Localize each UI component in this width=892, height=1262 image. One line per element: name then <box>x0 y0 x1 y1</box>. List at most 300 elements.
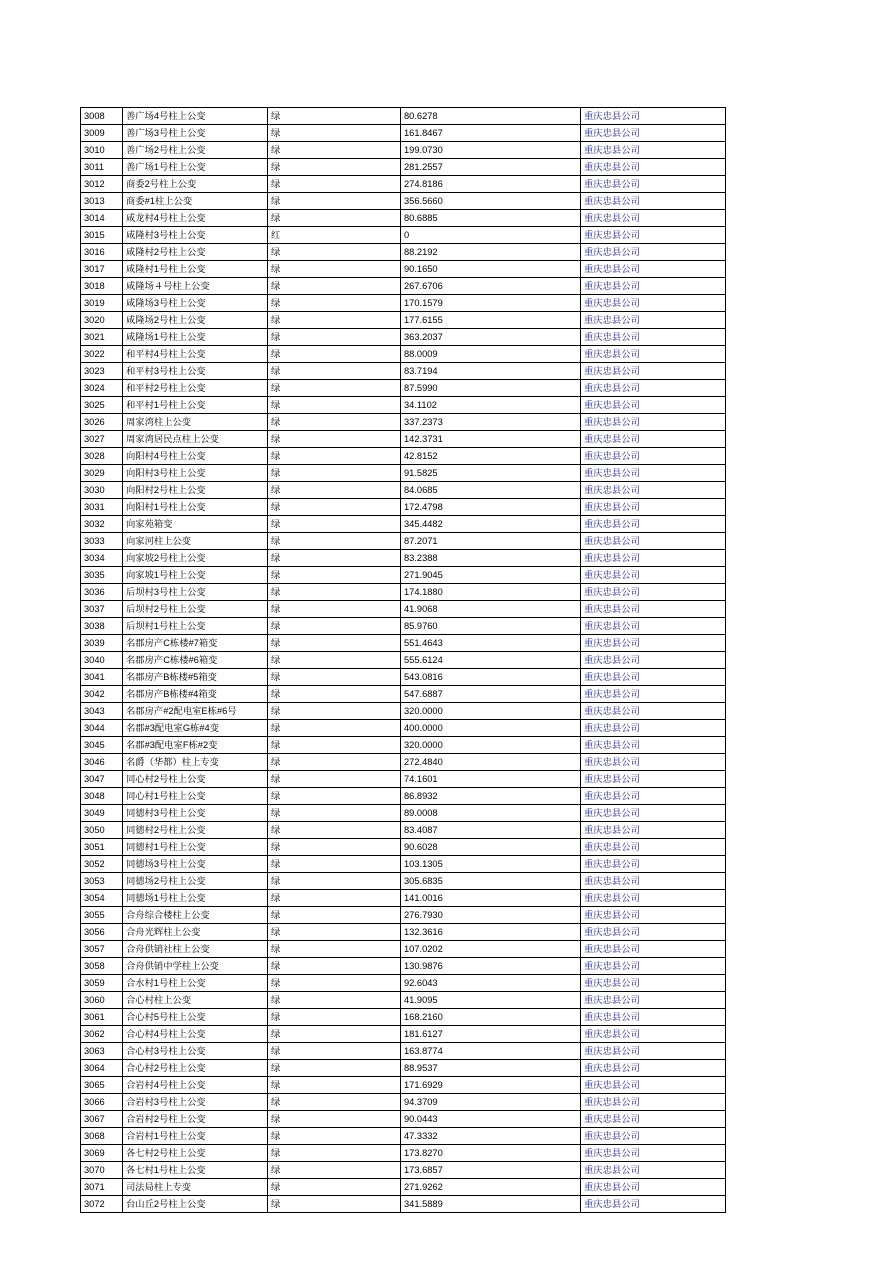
cell-value: 363.2037 <box>401 329 581 346</box>
cell-organization: 重庆忠县公司 <box>581 1009 726 1026</box>
cell-status: 绿 <box>268 856 401 873</box>
cell-organization: 重庆忠县公司 <box>581 1077 726 1094</box>
cell-status: 绿 <box>268 499 401 516</box>
cell-device-name: 名郡房产B栋楼#4箱变 <box>123 686 268 703</box>
cell-value: 90.6028 <box>401 839 581 856</box>
table-row <box>81 176 726 193</box>
cell-organization: 重庆忠县公司 <box>581 448 726 465</box>
cell-device-name: 名郡房产C栋楼#6箱变 <box>123 652 268 669</box>
cell-status: 绿 <box>268 737 401 754</box>
cell-value: 174.1880 <box>401 584 581 601</box>
cell-id: 3020 <box>81 312 123 329</box>
cell-id: 3024 <box>81 380 123 397</box>
cell-device-name: 同心村1号柱上公变 <box>123 788 268 805</box>
cell-status: 绿 <box>268 533 401 550</box>
cell-status: 绿 <box>268 873 401 890</box>
cell-status: 绿 <box>268 1043 401 1060</box>
cell-id: 3009 <box>81 125 123 142</box>
cell-status: 绿 <box>268 1026 401 1043</box>
cell-id: 3055 <box>81 907 123 924</box>
cell-status: 绿 <box>268 941 401 958</box>
table-row <box>81 992 726 1009</box>
cell-organization: 重庆忠县公司 <box>581 1043 726 1060</box>
cell-status: 绿 <box>268 244 401 261</box>
table-row <box>81 550 726 567</box>
table-row <box>81 516 726 533</box>
cell-id: 3069 <box>81 1145 123 1162</box>
cell-organization: 重庆忠县公司 <box>581 516 726 533</box>
cell-device-name: 合心村5号柱上公变 <box>123 1009 268 1026</box>
cell-status: 绿 <box>268 397 401 414</box>
cell-id: 3051 <box>81 839 123 856</box>
table-row <box>81 465 726 482</box>
cell-id: 3034 <box>81 550 123 567</box>
cell-value: 173.6857 <box>401 1162 581 1179</box>
table-row <box>81 941 726 958</box>
cell-id: 3038 <box>81 618 123 635</box>
cell-status: 绿 <box>268 108 401 125</box>
cell-device-name: 周家湾柱上公变 <box>123 414 268 431</box>
cell-status: 绿 <box>268 448 401 465</box>
cell-status: 绿 <box>268 975 401 992</box>
table-row <box>81 108 726 125</box>
cell-device-name: 向家坡1号柱上公变 <box>123 567 268 584</box>
cell-organization: 重庆忠县公司 <box>581 550 726 567</box>
cell-device-name: 和平村3号柱上公变 <box>123 363 268 380</box>
cell-status: 绿 <box>268 669 401 686</box>
cell-status: 红 <box>268 227 401 244</box>
cell-organization: 重庆忠县公司 <box>581 1094 726 1111</box>
cell-status: 绿 <box>268 1111 401 1128</box>
cell-status: 绿 <box>268 482 401 499</box>
cell-status: 绿 <box>268 1077 401 1094</box>
cell-id: 3047 <box>81 771 123 788</box>
cell-organization: 重庆忠县公司 <box>581 312 726 329</box>
cell-id: 3046 <box>81 754 123 771</box>
cell-value: 170.1579 <box>401 295 581 312</box>
cell-value: 320.0000 <box>401 703 581 720</box>
table-row <box>81 1094 726 1111</box>
cell-value: 543.0816 <box>401 669 581 686</box>
cell-device-name: 后坝村3号柱上公变 <box>123 584 268 601</box>
cell-value: 107.0202 <box>401 941 581 958</box>
cell-value: 181.6127 <box>401 1026 581 1043</box>
cell-device-name: 咸隆村1号柱上公变 <box>123 261 268 278</box>
cell-organization: 重庆忠县公司 <box>581 1179 726 1196</box>
cell-id: 3065 <box>81 1077 123 1094</box>
cell-id: 3028 <box>81 448 123 465</box>
cell-device-name: 向家坡2号柱上公变 <box>123 550 268 567</box>
cell-id: 3066 <box>81 1094 123 1111</box>
cell-organization: 重庆忠县公司 <box>581 329 726 346</box>
table-row <box>81 669 726 686</box>
cell-device-name: 咸龙村4号柱上公变 <box>123 210 268 227</box>
cell-status: 绿 <box>268 142 401 159</box>
cell-device-name: 合岩村3号柱上公变 <box>123 1094 268 1111</box>
cell-status: 绿 <box>268 295 401 312</box>
table-row <box>81 567 726 584</box>
cell-id: 3037 <box>81 601 123 618</box>
table-body <box>81 108 726 1213</box>
cell-organization: 重庆忠县公司 <box>581 737 726 754</box>
table-row <box>81 312 726 329</box>
cell-id: 3067 <box>81 1111 123 1128</box>
cell-value: 90.0443 <box>401 1111 581 1128</box>
cell-id: 3050 <box>81 822 123 839</box>
cell-value: 80.6278 <box>401 108 581 125</box>
cell-value: 132.3616 <box>401 924 581 941</box>
table-row <box>81 397 726 414</box>
cell-value: 345.4482 <box>401 516 581 533</box>
cell-organization: 重庆忠县公司 <box>581 1162 726 1179</box>
cell-id: 3026 <box>81 414 123 431</box>
cell-device-name: 同德村1号柱上公变 <box>123 839 268 856</box>
cell-status: 绿 <box>268 1196 401 1213</box>
cell-organization: 重庆忠县公司 <box>581 533 726 550</box>
table-row <box>81 1043 726 1060</box>
cell-organization: 重庆忠县公司 <box>581 363 726 380</box>
cell-value: 281.2557 <box>401 159 581 176</box>
table-row <box>81 1162 726 1179</box>
cell-status: 绿 <box>268 465 401 482</box>
cell-id: 3043 <box>81 703 123 720</box>
cell-value: 87.2071 <box>401 533 581 550</box>
cell-id: 3031 <box>81 499 123 516</box>
cell-status: 绿 <box>268 261 401 278</box>
cell-status: 绿 <box>268 567 401 584</box>
table-row <box>81 278 726 295</box>
cell-status: 绿 <box>268 992 401 1009</box>
cell-organization: 重庆忠县公司 <box>581 635 726 652</box>
cell-organization: 重庆忠县公司 <box>581 618 726 635</box>
cell-value: 272.4840 <box>401 754 581 771</box>
cell-organization: 重庆忠县公司 <box>581 805 726 822</box>
cell-value: 41.9095 <box>401 992 581 1009</box>
cell-device-name: 和平村2号柱上公变 <box>123 380 268 397</box>
cell-organization: 重庆忠县公司 <box>581 652 726 669</box>
cell-status: 绿 <box>268 329 401 346</box>
cell-value: 88.9537 <box>401 1060 581 1077</box>
table-row <box>81 907 726 924</box>
cell-device-name: 同心村2号柱上公变 <box>123 771 268 788</box>
cell-value: 547.6887 <box>401 686 581 703</box>
cell-value: 85.9760 <box>401 618 581 635</box>
cell-device-name: 合心村3号柱上公变 <box>123 1043 268 1060</box>
table-row <box>81 1128 726 1145</box>
cell-id: 3018 <box>81 278 123 295</box>
cell-organization: 重庆忠县公司 <box>581 108 726 125</box>
cell-organization: 重庆忠县公司 <box>581 992 726 1009</box>
cell-value: 555.6124 <box>401 652 581 669</box>
cell-device-name: 名郡房产B栋楼#5箱变 <box>123 669 268 686</box>
cell-value: 172.4798 <box>401 499 581 516</box>
cell-organization: 重庆忠县公司 <box>581 176 726 193</box>
table-row <box>81 193 726 210</box>
cell-value: 305.6835 <box>401 873 581 890</box>
cell-value: 41.9068 <box>401 601 581 618</box>
cell-status: 绿 <box>268 210 401 227</box>
cell-organization: 重庆忠县公司 <box>581 1026 726 1043</box>
cell-id: 3049 <box>81 805 123 822</box>
cell-device-name: 各七村1号柱上公变 <box>123 1162 268 1179</box>
cell-id: 3023 <box>81 363 123 380</box>
cell-organization: 重庆忠县公司 <box>581 958 726 975</box>
cell-id: 3041 <box>81 669 123 686</box>
cell-device-name: 同德场1号柱上公变 <box>123 890 268 907</box>
cell-id: 3025 <box>81 397 123 414</box>
cell-status: 绿 <box>268 720 401 737</box>
cell-value: 74.1601 <box>401 771 581 788</box>
cell-organization: 重庆忠县公司 <box>581 499 726 516</box>
cell-organization: 重庆忠县公司 <box>581 142 726 159</box>
cell-status: 绿 <box>268 1060 401 1077</box>
cell-device-name: 合岩村2号柱上公变 <box>123 1111 268 1128</box>
cell-organization: 重庆忠县公司 <box>581 125 726 142</box>
cell-value: 47.3332 <box>401 1128 581 1145</box>
cell-organization: 重庆忠县公司 <box>581 771 726 788</box>
cell-value: 80.6885 <box>401 210 581 227</box>
cell-value: 177.6155 <box>401 312 581 329</box>
cell-device-name: 合岩村1号柱上公变 <box>123 1128 268 1145</box>
cell-organization: 重庆忠县公司 <box>581 465 726 482</box>
table-row <box>81 210 726 227</box>
cell-device-name: 合舟综合楼柱上公变 <box>123 907 268 924</box>
cell-device-name: 后坝村2号柱上公变 <box>123 601 268 618</box>
cell-id: 3053 <box>81 873 123 890</box>
cell-organization: 重庆忠县公司 <box>581 924 726 941</box>
cell-id: 3071 <box>81 1179 123 1196</box>
cell-id: 3040 <box>81 652 123 669</box>
cell-id: 3012 <box>81 176 123 193</box>
cell-id: 3058 <box>81 958 123 975</box>
table-row <box>81 261 726 278</box>
cell-device-name: 同德场2号柱上公变 <box>123 873 268 890</box>
cell-organization: 重庆忠县公司 <box>581 822 726 839</box>
table-row <box>81 380 726 397</box>
table-row <box>81 958 726 975</box>
cell-organization: 重庆忠县公司 <box>581 227 726 244</box>
table-row <box>81 1179 726 1196</box>
cell-id: 3011 <box>81 159 123 176</box>
cell-status: 绿 <box>268 703 401 720</box>
cell-status: 绿 <box>268 652 401 669</box>
table-row <box>81 142 726 159</box>
cell-organization: 重庆忠县公司 <box>581 788 726 805</box>
cell-value: 274.8186 <box>401 176 581 193</box>
cell-device-name: 善广场4号柱上公变 <box>123 108 268 125</box>
table-row <box>81 703 726 720</box>
cell-device-name: 各七村2号柱上公变 <box>123 1145 268 1162</box>
cell-organization: 重庆忠县公司 <box>581 295 726 312</box>
cell-value: 267.6706 <box>401 278 581 295</box>
cell-id: 3033 <box>81 533 123 550</box>
cell-id: 3048 <box>81 788 123 805</box>
transformer-data-table <box>80 107 726 1213</box>
cell-status: 绿 <box>268 686 401 703</box>
cell-organization: 重庆忠县公司 <box>581 380 726 397</box>
cell-id: 3062 <box>81 1026 123 1043</box>
cell-value: 87.5990 <box>401 380 581 397</box>
table-row <box>81 295 726 312</box>
cell-value: 276.7930 <box>401 907 581 924</box>
cell-organization: 重庆忠县公司 <box>581 975 726 992</box>
cell-value: 34.1102 <box>401 397 581 414</box>
cell-device-name: 名郡房产#2配电室E栋#6号 <box>123 703 268 720</box>
cell-id: 3014 <box>81 210 123 227</box>
cell-organization: 重庆忠县公司 <box>581 193 726 210</box>
table-row <box>81 1026 726 1043</box>
cell-organization: 重庆忠县公司 <box>581 278 726 295</box>
cell-id: 3057 <box>81 941 123 958</box>
cell-status: 绿 <box>268 635 401 652</box>
cell-value: 163.8774 <box>401 1043 581 1060</box>
cell-id: 3042 <box>81 686 123 703</box>
cell-value: 356.5660 <box>401 193 581 210</box>
cell-organization: 重庆忠县公司 <box>581 1196 726 1213</box>
table-row <box>81 363 726 380</box>
cell-status: 绿 <box>268 839 401 856</box>
table-row <box>81 1196 726 1213</box>
cell-device-name: 台山丘2号柱上公变 <box>123 1196 268 1213</box>
table-row <box>81 805 726 822</box>
cell-device-name: 向阳村3号柱上公变 <box>123 465 268 482</box>
cell-device-name: 向阳村4号柱上公变 <box>123 448 268 465</box>
cell-device-name: 咸隆场４号柱上公变 <box>123 278 268 295</box>
cell-value: 83.4087 <box>401 822 581 839</box>
cell-organization: 重庆忠县公司 <box>581 941 726 958</box>
cell-value: 83.2388 <box>401 550 581 567</box>
cell-value: 173.8270 <box>401 1145 581 1162</box>
cell-value: 400.0000 <box>401 720 581 737</box>
cell-organization: 重庆忠县公司 <box>581 1145 726 1162</box>
cell-value: 83.7194 <box>401 363 581 380</box>
cell-value: 337.2373 <box>401 414 581 431</box>
cell-id: 3013 <box>81 193 123 210</box>
cell-status: 绿 <box>268 1094 401 1111</box>
cell-id: 3060 <box>81 992 123 1009</box>
cell-device-name: 司法局柱上专变 <box>123 1179 268 1196</box>
table-row <box>81 788 726 805</box>
cell-value: 103.1305 <box>401 856 581 873</box>
cell-organization: 重庆忠县公司 <box>581 601 726 618</box>
cell-status: 绿 <box>268 176 401 193</box>
cell-device-name: 向阳村1号柱上公变 <box>123 499 268 516</box>
cell-device-name: 名爵（华都）柱上专变 <box>123 754 268 771</box>
cell-status: 绿 <box>268 805 401 822</box>
cell-device-name: 向家河柱上公变 <box>123 533 268 550</box>
table-row <box>81 482 726 499</box>
cell-value: 141.0016 <box>401 890 581 907</box>
cell-id: 3021 <box>81 329 123 346</box>
table-row <box>81 499 726 516</box>
cell-organization: 重庆忠县公司 <box>581 669 726 686</box>
cell-value: 88.2192 <box>401 244 581 261</box>
cell-status: 绿 <box>268 1128 401 1145</box>
cell-device-name: 合岩村4号柱上公变 <box>123 1077 268 1094</box>
table-row <box>81 1111 726 1128</box>
cell-organization: 重庆忠县公司 <box>581 907 726 924</box>
cell-id: 3054 <box>81 890 123 907</box>
table-row <box>81 1060 726 1077</box>
cell-status: 绿 <box>268 1145 401 1162</box>
cell-device-name: 合心村柱上公变 <box>123 992 268 1009</box>
cell-status: 绿 <box>268 584 401 601</box>
table-row <box>81 346 726 363</box>
table-row <box>81 686 726 703</box>
cell-status: 绿 <box>268 1009 401 1026</box>
table-row <box>81 431 726 448</box>
cell-organization: 重庆忠县公司 <box>581 856 726 873</box>
cell-device-name: 合水村1号柱上公变 <box>123 975 268 992</box>
cell-status: 绿 <box>268 431 401 448</box>
cell-device-name: 和平村4号柱上公变 <box>123 346 268 363</box>
table-row <box>81 159 726 176</box>
cell-organization: 重庆忠县公司 <box>581 584 726 601</box>
cell-value: 91.5825 <box>401 465 581 482</box>
cell-device-name: 向阳村2号柱上公变 <box>123 482 268 499</box>
table-row <box>81 244 726 261</box>
table-row <box>81 975 726 992</box>
cell-device-name: 和平村1号柱上公变 <box>123 397 268 414</box>
cell-value: 271.9045 <box>401 567 581 584</box>
cell-id: 3032 <box>81 516 123 533</box>
cell-organization: 重庆忠县公司 <box>581 890 726 907</box>
table-row <box>81 771 726 788</box>
table-row <box>81 839 726 856</box>
cell-id: 3008 <box>81 108 123 125</box>
cell-organization: 重庆忠县公司 <box>581 482 726 499</box>
cell-device-name: 咸隆场2号柱上公变 <box>123 312 268 329</box>
table-row <box>81 873 726 890</box>
cell-value: 341.5889 <box>401 1196 581 1213</box>
table-row <box>81 1077 726 1094</box>
cell-id: 3030 <box>81 482 123 499</box>
cell-status: 绿 <box>268 278 401 295</box>
table-row <box>81 635 726 652</box>
cell-id: 3016 <box>81 244 123 261</box>
table-row <box>81 754 726 771</box>
cell-status: 绿 <box>268 1179 401 1196</box>
cell-value: 551.4643 <box>401 635 581 652</box>
cell-value: 89.0008 <box>401 805 581 822</box>
table-row <box>81 856 726 873</box>
table-row <box>81 618 726 635</box>
cell-id: 3070 <box>81 1162 123 1179</box>
cell-organization: 重庆忠县公司 <box>581 720 726 737</box>
cell-id: 3059 <box>81 975 123 992</box>
cell-id: 3010 <box>81 142 123 159</box>
cell-organization: 重庆忠县公司 <box>581 703 726 720</box>
cell-id: 3052 <box>81 856 123 873</box>
cell-id: 3064 <box>81 1060 123 1077</box>
cell-id: 3072 <box>81 1196 123 1213</box>
cell-device-name: 名郡#3配电室F栋#2变 <box>123 737 268 754</box>
cell-status: 绿 <box>268 414 401 431</box>
table-row <box>81 720 726 737</box>
cell-value: 271.9262 <box>401 1179 581 1196</box>
cell-id: 3039 <box>81 635 123 652</box>
cell-organization: 重庆忠县公司 <box>581 397 726 414</box>
cell-organization: 重庆忠县公司 <box>581 159 726 176</box>
cell-organization: 重庆忠县公司 <box>581 839 726 856</box>
cell-organization: 重庆忠县公司 <box>581 1060 726 1077</box>
cell-id: 3027 <box>81 431 123 448</box>
cell-status: 绿 <box>268 1162 401 1179</box>
cell-device-name: 同德场3号柱上公变 <box>123 856 268 873</box>
cell-value: 171.6929 <box>401 1077 581 1094</box>
cell-organization: 重庆忠县公司 <box>581 873 726 890</box>
cell-organization: 重庆忠县公司 <box>581 754 726 771</box>
